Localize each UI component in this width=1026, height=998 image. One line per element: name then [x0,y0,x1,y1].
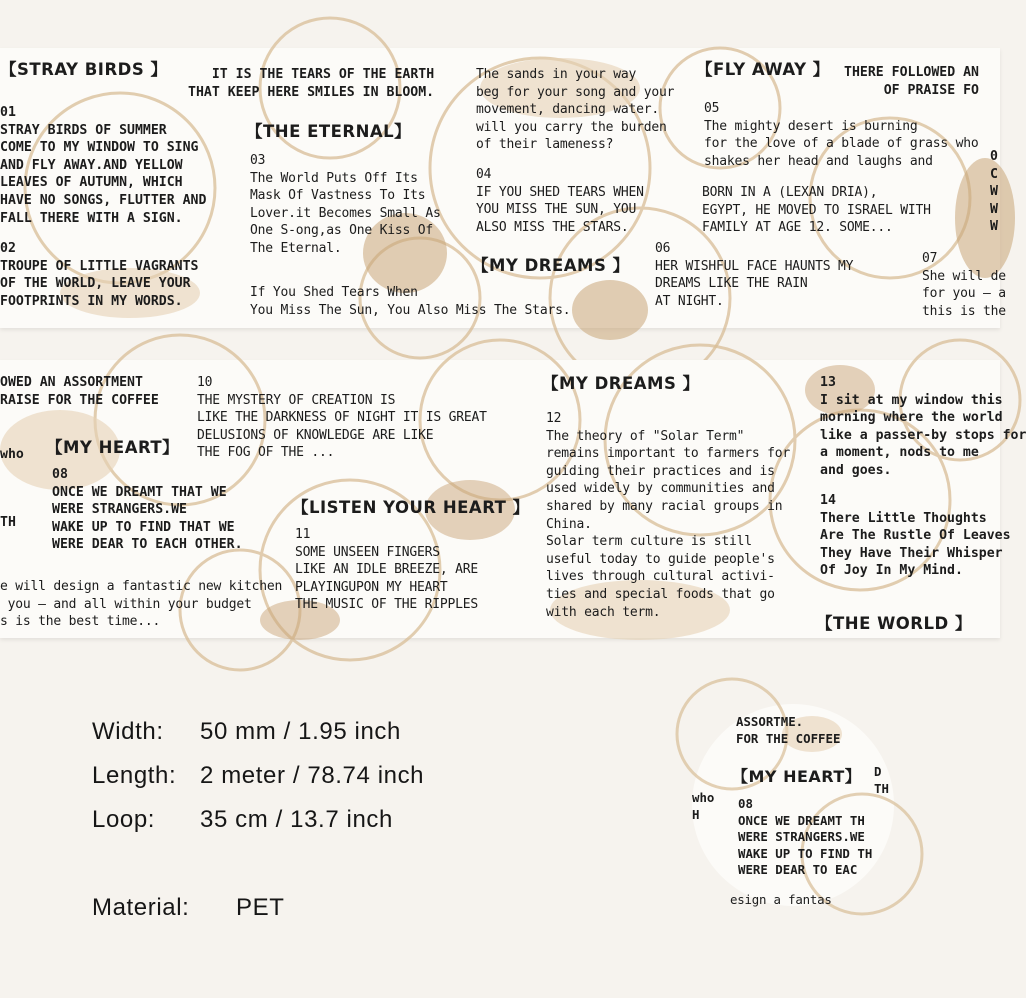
stray-birds-text: 01 STRAY BIRDS OF SUMMER COME TO MY WINDOW TO SING AND FLY AWAY.AND YELLOW LEAVES OF AUTUMN, WHICH HAVE NO SONGS, FLUTTER AND FALL THERE WITH A SIGN. [0,105,207,226]
spec-material [92,894,284,922]
sands-text: The sands in your way beg for your song and your movement, dancing water. will you carry the burden of their lameness? [476,67,675,153]
window-text: 13 I sit at my window this morning where the world like a passer-by stops for a moment, nods to me and goes. [820,375,1026,478]
little-thoughts-text: 14 There Little Thoughts Are The Rustle Of Leaves They Have Their Whisper Of Joy In My Mind. [820,493,1011,579]
fly-away-heading: 【FLY AWAY 】 [696,60,830,79]
zoom-who-fragment: who H [692,790,715,822]
mystery-text: 10 THE MYSTERY OF CREATION IS LIKE THE DARKNESS OF NIGHT IT IS GREAT DELUSIONS OF KNOWLEDGE ARE LIKE THE FOG OF THE ... [197,375,487,461]
spec-width-label: Width: [92,718,164,745]
zoom-my-heart-heading: 【MY HEART】 [732,767,862,786]
eternal-heading: 【THE ETERNAL】 [246,122,412,141]
edge-letters: 0 C W W W [990,149,998,235]
my-dreams-heading: 【MY DREAMS 】 [472,256,630,275]
egypt-text: BORN IN A (LEXAN DRIA), EGYPT, HE MOVED TO ISRAEL WITH FAMILY AT AGE 12. SOME... [702,185,931,236]
wishful-face-text: 06 HER WISHFUL FACE HAUNTS MY DREAMS LIKE THE RAIN AT NIGHT. [655,241,854,309]
spec-width-value: 50 mm / 1.95 inch [200,718,401,745]
eternal-text: 03 The World Puts Off Its Mask Of Vastness To Its Lover.it Becomes Small As One S-ong,as One Kiss Of The Eternal. [250,153,441,256]
listen-heart-heading: 【LISTEN YOUR HEART 】 [292,498,530,517]
spec-length-value: 2 meter / 78.74 inch [200,762,425,789]
zoom-detail-circle [692,704,894,906]
spec-loop-value: 35 cm / 13.7 inch [200,806,393,833]
design-text-partial: 07 She will de for you – a this is the [922,251,1006,319]
th-fragment: TH [0,515,16,530]
stray-birds-heading: 【STRAY BIRDS 】 [0,60,168,79]
spec-length [92,762,424,790]
zoom-bottom-text: esign a fantas [730,892,832,907]
kitchen-text: e will design a fantastic new kitchen you – and all within your budget s is the best time... [0,579,283,630]
spec-material-label: Material: [92,894,190,921]
spec-width [92,718,401,746]
spec-loop [92,806,393,834]
my-heart-heading: 【MY HEART】 [46,438,180,457]
who-fragment: who [0,447,24,462]
tears-of-earth-text: IT IS THE TEARS OF THE EARTH THAT KEEP HERE SMILES IN BLOOM. [188,67,435,100]
spec-material-value: PET [236,894,285,921]
shed-tears-footer: If You Shed Tears When You Miss The Sun, You Also Miss The Stars. [250,285,571,318]
solar-term-text: 12 The theory of "Solar Term" remains important to farmers for guiding their practices and is used widely by communities and shared by many racial groups in China. Solar term culture is still useful today to guide people's lives through cultural activi- ties and special foods that go with each term. [546,411,791,620]
vagrants-text: 02 TROUPE OF LITTLE VAGRANTS OF THE WORLD, LEAVE YOUR FOOTPRINTS IN MY WORDS. [0,241,199,309]
washi-tape-strip-top [0,48,1006,328]
zoom-dreamt-text: 08 ONCE WE DREAMT TH WERE STRANGERS.WE WAKE UP TO FIND TH WERE DEAR TO EAC [738,796,873,878]
dreamt-strangers-text: 08 ONCE WE DREAMT THAT WE WERE STRANGERS.WE WAKE UP TO FIND THAT WE WERE DEAR TO EACH OTHER. [52,467,243,553]
shed-tears-text: 04 IF YOU SHED TEARS WHEN YOU MISS THE SUN, YOU ALSO MISS THE STARS. [476,167,644,235]
the-world-heading: 【THE WORLD 】 [816,614,972,633]
unseen-fingers-text: 11 SOME UNSEEN FINGERS LIKE AN IDLE BREEZE, ARE PLAYINGUPON MY HEART THE MUSIC OF THE RIPPLES [295,527,479,613]
my-dreams-heading-2: 【MY DREAMS 】 [542,374,700,393]
washi-tape-strip-bottom [0,360,1026,638]
spec-length-label: Length: [92,762,177,789]
zoom-top-text: ASSORTME. FOR THE COFFEE [736,714,841,746]
there-followed-text: THERE FOLLOWED AN OF PRAISE FO [844,65,979,98]
followed-assortment-text: OWED AN ASSORTMENT RAISE FOR THE COFFEE [0,375,159,408]
zoom-side-fragment: D TH [874,764,889,796]
desert-text: 05 The mighty desert is burning for the love of a blade of grass who shakes her head and laughs and [704,101,979,169]
spec-loop-label: Loop: [92,806,156,833]
